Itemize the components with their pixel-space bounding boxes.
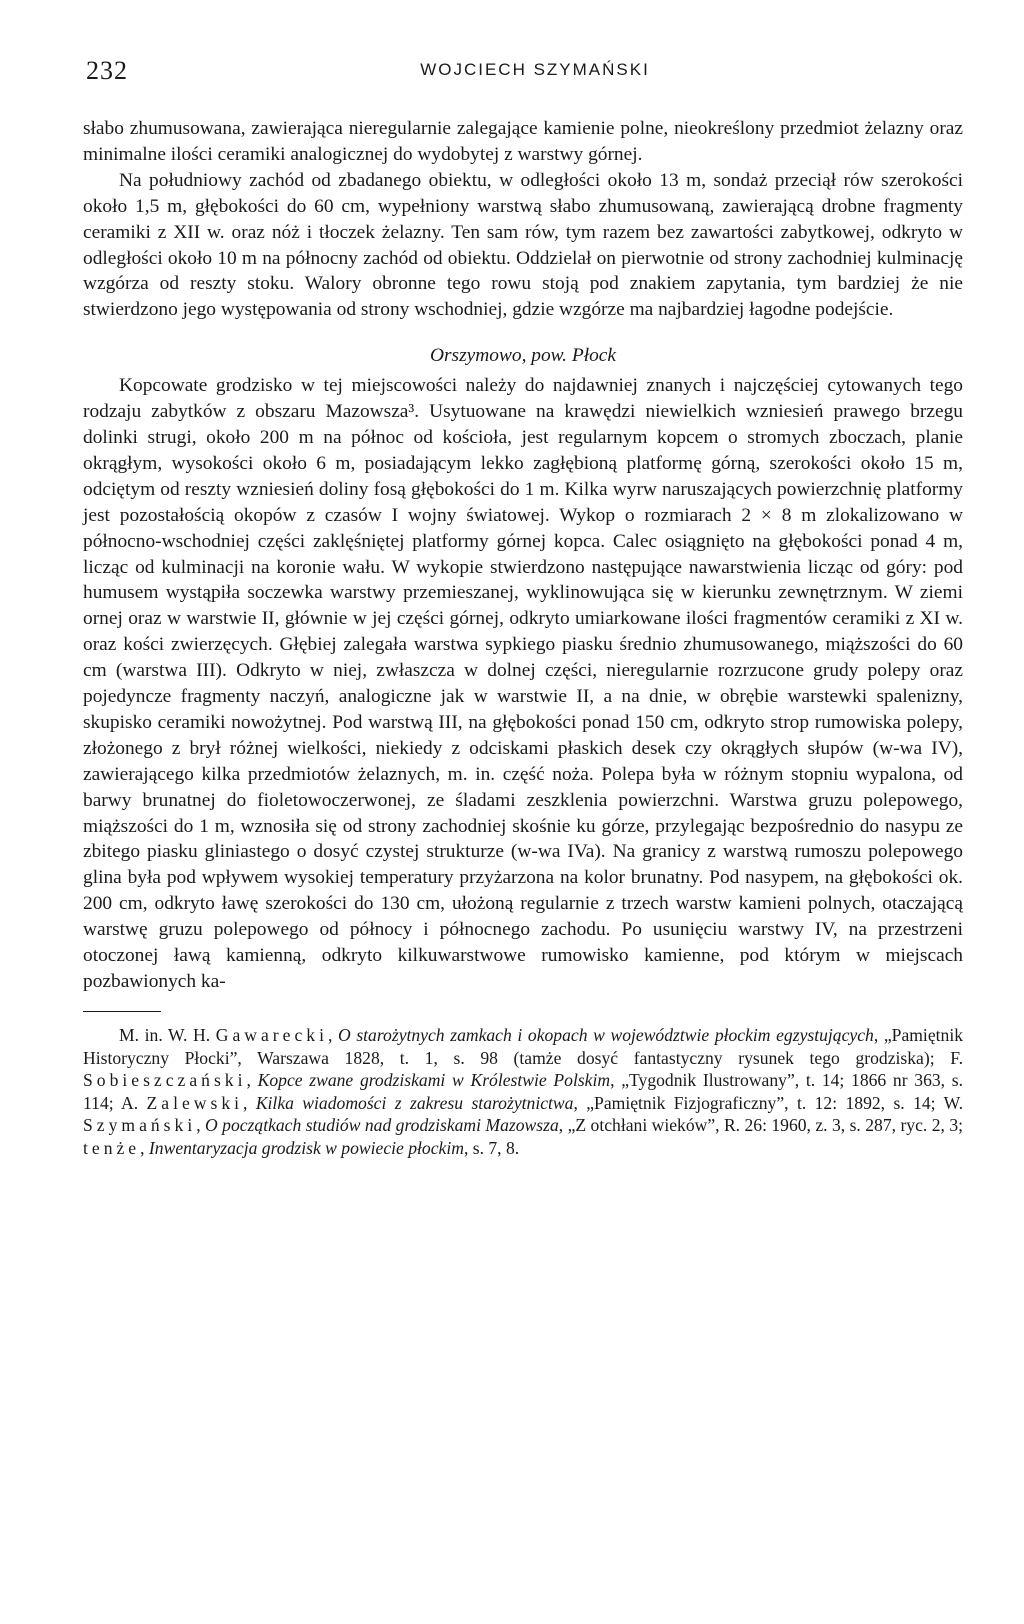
paragraph-ditch: Na południowy zachód od zbadanego obiektu, w odległości około 13 m, sondaż przeciął rów szerokości około 1,5 m, głębokości do 60 cm, wypełniony warstwą słabo zhumusowaną, zawierającą drobne fragmenty ceramiki z XII w. oraz nóż i tłoczek żelazny. Ten sam rów, tym razem bez zawartości zabytkowej, odkryto w odległości około 10 m na północny zachód od obiektu. Oddzielał on pierwotnie od strony zachodniej kulminację wzgórza od reszty stoku. Walory obronne tego rowu stoją pod znakiem zapytania, tym bardziej że nie stwierdzono jego występowania od strony wschodniej, gdzie wzgórze ma najbardziej łagodne podejście. [83, 169, 963, 321]
paragraph-continuation: słabo zhumusowana, zawierająca nieregularnie zalegające kamienie polne, nieokreślony przedmiot żelazny oraz minimalne ilości ceramiki analogicznej do wydobytej z warstwy górnej. [83, 118, 963, 165]
footnote-title: O początkach studiów nad grodziskami Mazowsza [205, 1115, 559, 1136]
footnote-title: Kopce zwane grodziskami w Królestwie Polskim [257, 1070, 611, 1091]
footnote-author: Gawarecki [215, 1024, 328, 1045]
footnote-title: Kilka wiadomości z zakresu starożytnictwa [255, 1092, 574, 1113]
footnote-separator [83, 1011, 161, 1012]
place-heading: Orszymowo, pow. Płock [430, 345, 616, 367]
footnote-author: Szymański [83, 1115, 197, 1136]
footnote-author: Sobieszczański [83, 1070, 247, 1091]
running-head-author: WOJCIECH SZYMAŃSKI [420, 60, 650, 79]
footnote-author: tenże [83, 1137, 141, 1158]
body-text [83, 116, 963, 1159]
footnote-title: O starożytnych zamkach i okopach w województwie płockim egzystujących [338, 1024, 874, 1045]
page-header [86, 56, 984, 92]
page-number: 232 [86, 56, 128, 85]
footnote: M. in. W. H. Gawarecki, O starożytnych zamkach i okopach w województwie płockim egzystujących, „Pamiętnik Historyczny Płocki”, Warszawa 1828, t. 1, s. 98 (tamże dosyć fantastyczny rysunek tego grodziska); F. Sobieszczański, Kopce zwane grodziskami w Królestwie Polskim, „Tygodnik Ilustrowany”, t. 14; 1866 nr 363, s. 114; A. Zalewski, Kilka wiadomości z zakresu starożytnictwa, „Pamiętnik Fizjograficzny”, t. 12: 1892, s. 14; W. Szymański, O początkach studiów nad grodziskami Mazowsza, „Z otchłani wieków”, R. 26: 1960, z. 3, s. 287, ryc. 2, 3; tenże, Inwentaryzacja grodzisk w powiecie płockim, s. 7, 8. [83, 1024, 964, 1158]
footnote-author: Zalewski [146, 1092, 244, 1113]
footnote-title: Inwentaryzacja grodzisk w powiecie płockim [148, 1137, 464, 1158]
paragraph-orszymowo: Kopcowate grodzisko w tej miejscowości należy do najdawniej znanych i najczęściej cytowanych tego rodzaju zabytków z obszaru Mazowsza³. Usytuowane na krawędzi niewielkich wzniesień prawego brzegu dolinki strugi, około 200 m na północ od kościoła, jest regularnym kopcem o stromych zboczach, planie okrągłym, wysokości około 6 m, posiadającym lekko zagłębioną platformę górną, szerokości około 15 m, odciętym od reszty wzniesień doliny fosą głębokości do 1 m. Kilka wyrw naruszających powierzchnię platformy jest pozostałością okopów z czasów I wojny światowej. Wykop o rozmiarach 2 × 8 m zlokalizowano w północno-wschodniej części zaklęśniętej platformy górnej kopca. Calec osiągnięto na głębokości ponad 4 m, licząc od kulminacji na koronie wału. W wykopie stwierdzono następujące nawarstwienia licząc od góry: pod humusem wystąpiła soczewka warstwy przemieszanej, wyklinowująca się w kierunku zewnętrznym. W ziemi ornej oraz w warstwie II, głównie w jej części górnej, odkryto umiarkowane ilości fragmentów ceramiki z XI w. oraz kości zwierzęcych. Głębiej zalegała warstwa sypkiego piasku średnio zhumusowanego, miąższości do 60 cm (warstwa III). Odkryto w niej, zwłaszcza w dolnej części, nieregularnie rozrzucone grudy polepy oraz pojedyncze fragmenty naczyń, analogiczne jak w warstwie II, a na dnie, w obrębie warstewki spalenizny, skupisko ceramiki nowożytnej. Pod warstwą III, na głębokości ponad 150 cm, odkryto strop rumowiska polepy, złożonego z brył różnej wielkości, niekiedy z odciskami płaskich desek czy okrągłych słupów (w-wa IV), zawierającego kilka przedmiotów żelaznych, m. in. część noża. Polepa była w różnym stopniu wypalona, od barwy brunatnej do fioletowoczerwonej, ze śladami zeszklenia powierzchni. Warstwa gruzu polepowego, miąższości do 1 m, wznosiła się od strony zachodniej skośnie ku górze, przylegając bezpośrednio do nasypu ze zbitego piasku gliniastego o dosyć czystej strukturze (w-wa IVa). Na granicy z warstwą rumoszu polepowego glina była pod wpływem wysokiej temperatury przyżarzona na kolor brunatny. Pod nasypem, na głębokości ok. 200 cm, odkryto ławę szerokości do 130 cm, ułożoną regularnie z trzech warstw kamieni polnych, otaczającą warstwę gruzu polepowego od północy i północnego zachodu. Po usunięciu warstwy IV, na przestrzeni otoczonej ławą kamienną, odkryto kilkuwarstwowe rumowisko kamienne, pod którym w miejscach pozbawionych ka- [83, 375, 963, 992]
